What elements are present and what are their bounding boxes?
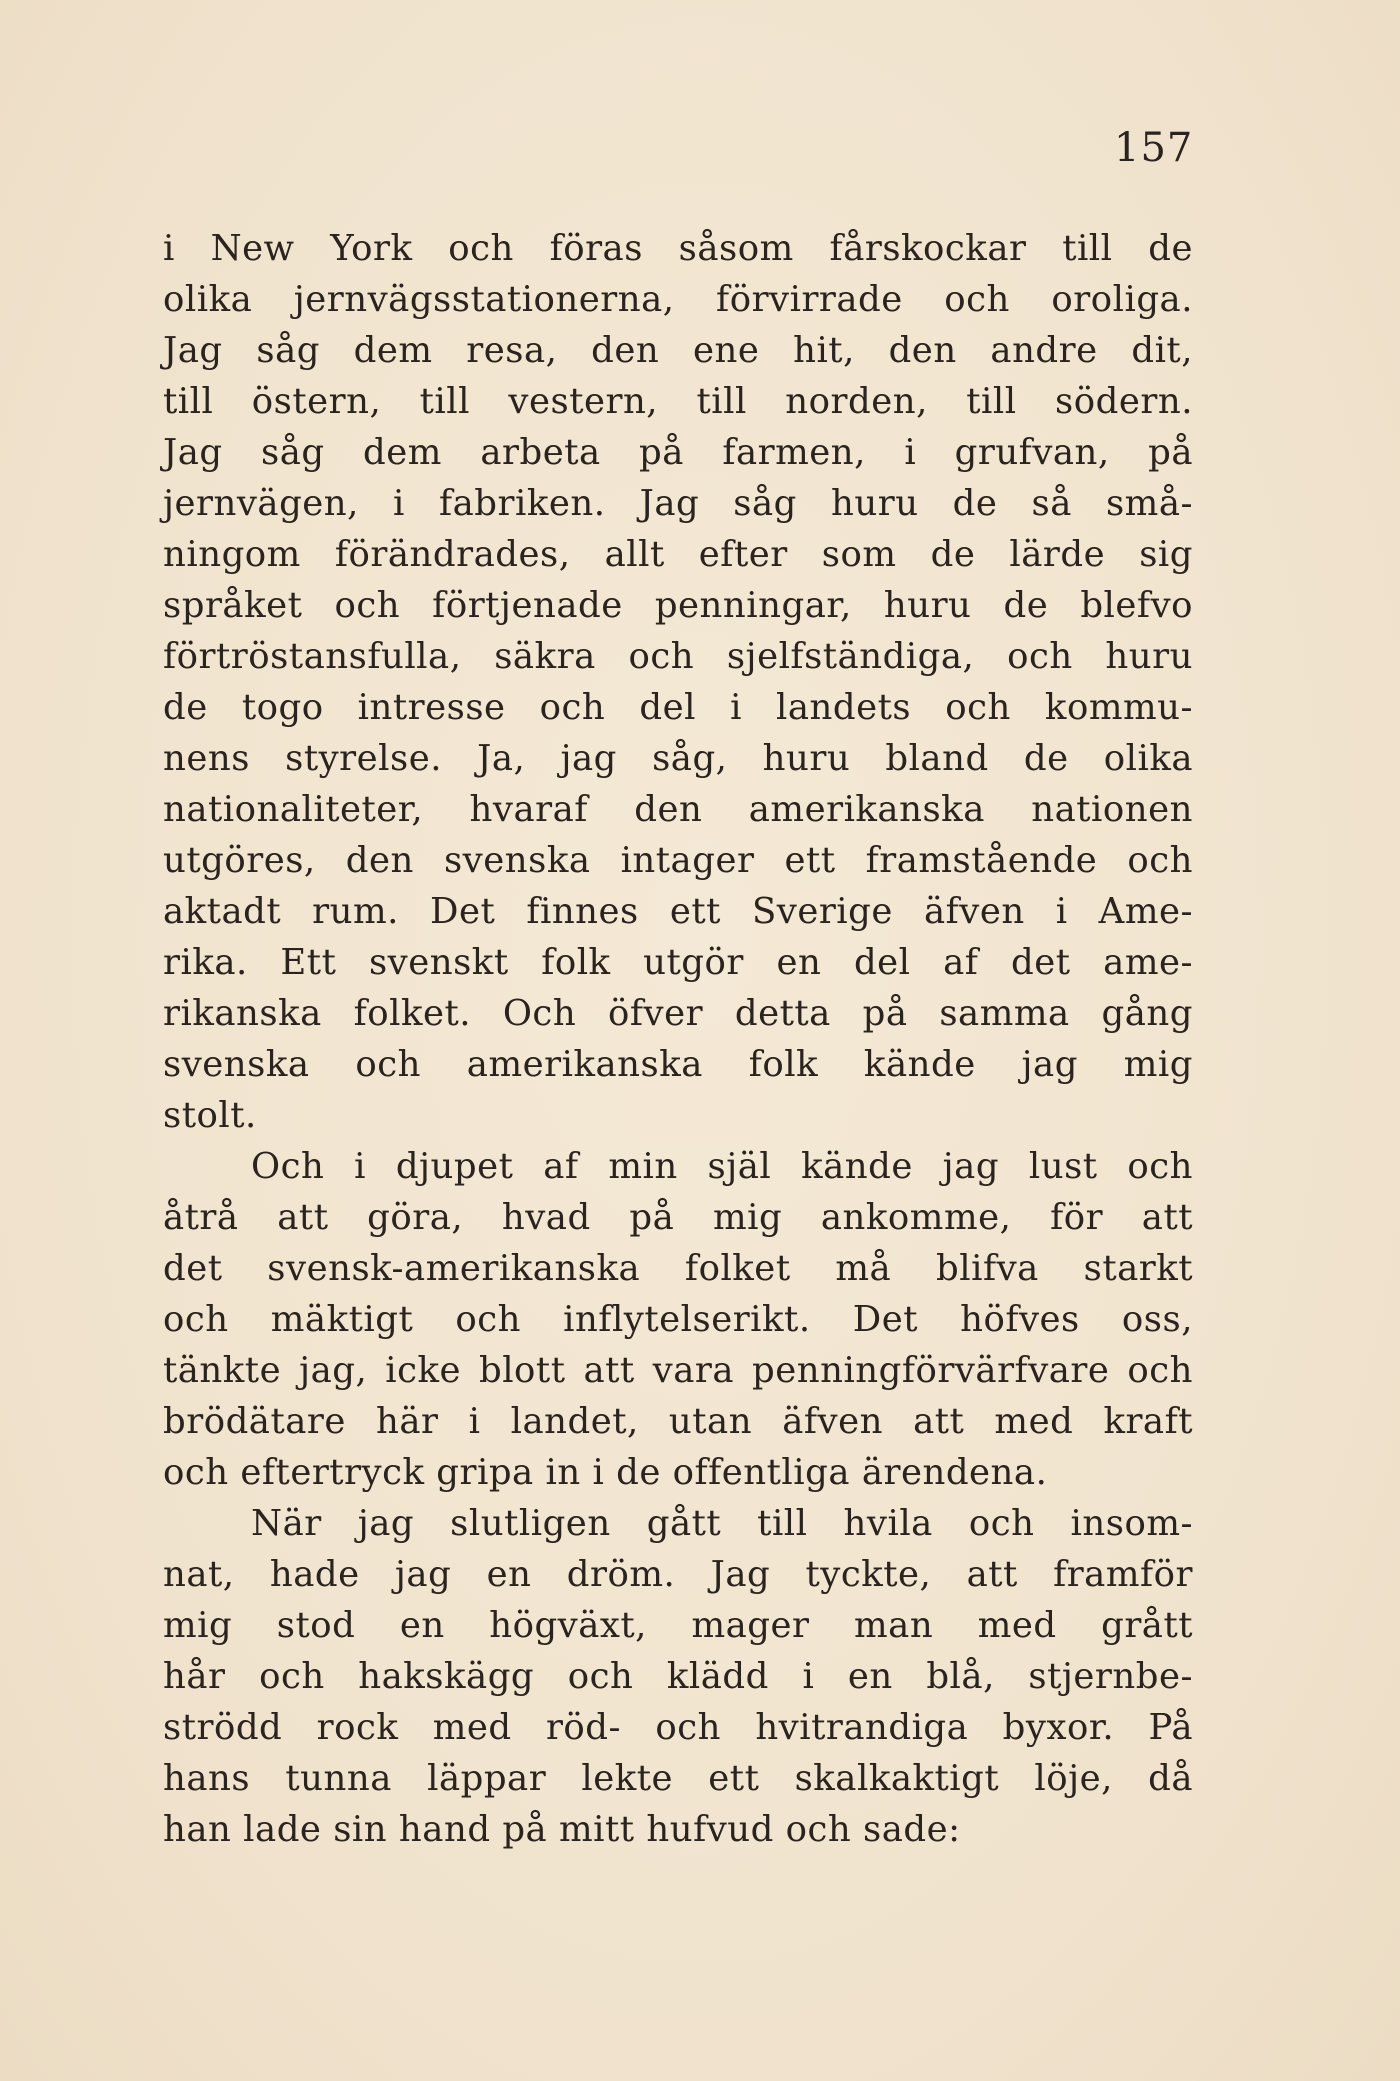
text-line: i New York och föras såsom fårskockar till de [163, 228, 1193, 269]
text-line: olika jernvägsstationerna, förvirrade och oroliga. [163, 279, 1193, 320]
text-line: När jag slutligen gått till hvila och insom- [251, 1503, 1193, 1544]
text-line: språket och förtjenade penningar, huru de blefvo [163, 585, 1193, 626]
text-line: nens styrelse. Ja, jag såg, huru bland de olika [163, 738, 1193, 779]
text-line: och mäktigt och inflytelserikt. Det höfves oss, [163, 1299, 1193, 1340]
text-line: hans tunna läppar lekte ett skalkaktigt löje, då [163, 1758, 1193, 1799]
text-line: ningom förändrades, allt efter som de lärde sig [163, 534, 1193, 575]
text-line: mig stod en högväxt, mager man med grått [163, 1605, 1193, 1646]
text-line: åtrå att göra, hvad på mig ankomme, för att [163, 1197, 1193, 1238]
page-number: 157 [1114, 125, 1194, 171]
text-line: nationaliteter, hvaraf den amerikanska nationen [163, 789, 1193, 830]
text-line: Jag såg dem resa, den ene hit, den andre dit, [163, 330, 1193, 371]
text-line: strödd rock med röd- och hvitrandiga byxor. På [163, 1707, 1193, 1748]
text-line: utgöres, den svenska intager ett framstående och [163, 840, 1193, 881]
text-line: förtröstansfulla, säkra och sjelfständiga, och huru [163, 636, 1193, 677]
text-line: jernvägen, i fabriken. Jag såg huru de så små- [163, 483, 1193, 524]
text-line: de togo intresse och del i landets och kommu- [163, 687, 1193, 728]
text-line: hår och hakskägg och klädd i en blå, stjernbe- [163, 1656, 1193, 1697]
body-text [163, 223, 1193, 1855]
text-line: svenska och amerikanska folk kände jag mig [163, 1044, 1193, 1085]
text-line: det svensk-amerikanska folket må blifva starkt [163, 1248, 1193, 1289]
text-line: och eftertryck gripa in i de offentliga ärendena. [163, 1452, 1048, 1493]
text-line: nat, hade jag en dröm. Jag tyckte, att framför [163, 1554, 1193, 1595]
text-line: brödätare här i landet, utan äfven att med kraft [163, 1401, 1193, 1442]
text-line: Jag såg dem arbeta på farmen, i grufvan, på [163, 432, 1193, 473]
text-line: rikanska folket. Och öfver detta på samma gång [163, 993, 1193, 1034]
text-line: stolt. [163, 1095, 257, 1136]
text-line: tänkte jag, icke blott att vara penningförvärfvare och [163, 1350, 1193, 1391]
text-line: till östern, till vestern, till norden, till södern. [163, 381, 1193, 422]
text-line: rika. Ett svenskt folk utgör en del af det ame- [163, 942, 1193, 983]
text-line: aktadt rum. Det finnes ett Sverige äfven i Ame- [163, 891, 1193, 932]
text-line: Och i djupet af min själ kände jag lust och [251, 1146, 1193, 1187]
text-line: han lade sin hand på mitt hufvud och sade: [163, 1809, 961, 1850]
